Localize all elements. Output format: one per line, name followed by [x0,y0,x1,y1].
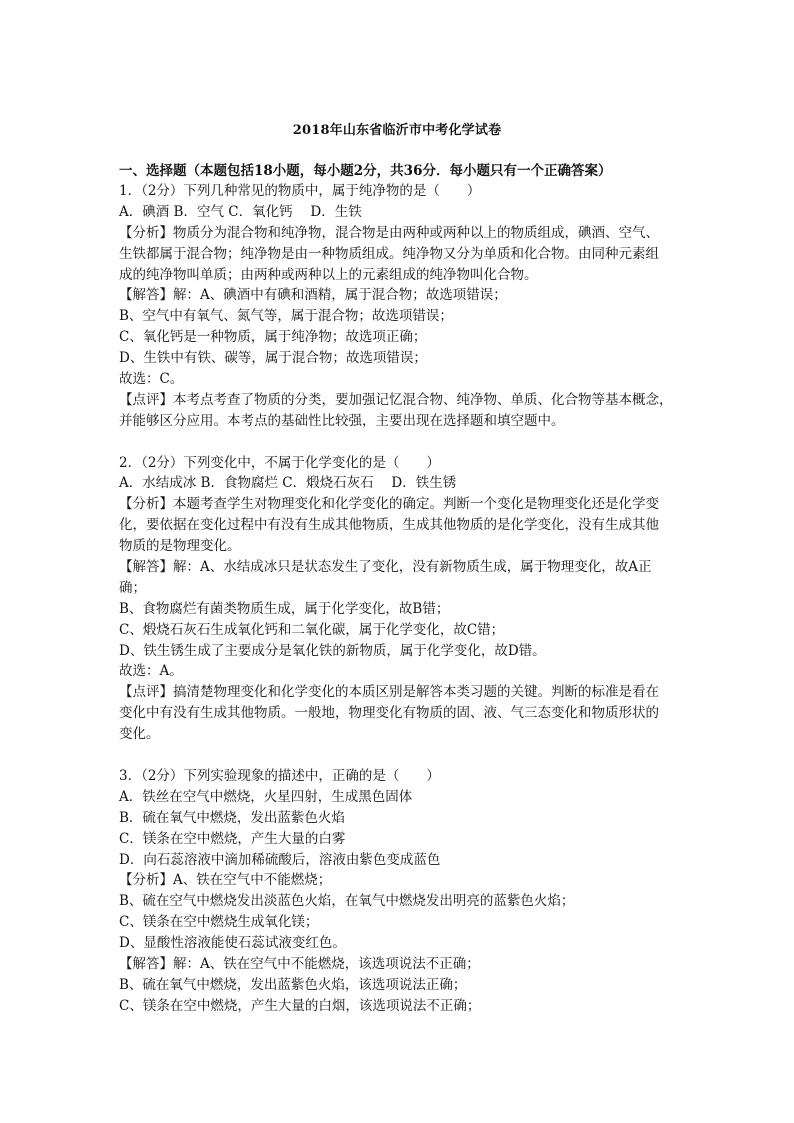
question-2 [119,453,679,745]
q3-line: 【解答】解：A、铁在空气中不能燃烧，该选项说法不正确； [119,955,480,972]
q1-line: C、氧化钙是一种物质，属于纯净物；故选项正确； [119,329,427,346]
q1-line: 1．（2分）下列几种常见的物质中，属于纯净物的是（ ） [119,183,481,199]
q3-line: C、镁条在空中燃烧，产生大量的白烟，该选项说法不正确； [119,997,481,1014]
q1-line: 故选：C。 [119,371,184,388]
q2-line: 变化。 [119,726,160,743]
q2-line: 2．（2分）下列变化中，不属于化学变化的是（ ） [119,454,440,471]
q2-line: C、煅烧石灰石生成氧化钙和二氧化碳，属于化学变化，故C错； [119,621,505,638]
question-gap [119,745,679,766]
q2-line: 变化中有没有生成其他物质。一般地，物理变化有物质的固、液、气三态变化和物质形状的 [119,705,659,722]
q3-line: D、显酸性溶液能使石蕊试液变红色。 [119,935,346,952]
q1-line: 成的纯净物叫单质；由两种或两种以上的元素组成的纯净物叫化合物。 [119,266,538,283]
q3-line: D．向石蕊溶液中滴加稀硫酸后，溶液由紫色变成蓝色 [119,851,441,868]
q2-line: B、食物腐烂有菌类物质生成，属于化学变化，故B错； [119,600,450,617]
q3-line: 3．（2分）下列实验现象的描述中，正确的是（ ） [119,767,440,784]
q2-line: D、铁生锈生成了主要成分是氧化铁的新物质，属于化学变化，故D错。 [119,642,546,659]
q2-line: A．水结成冰 B．食物腐烂 C．煅烧石灰石 D．铁生锈 [119,475,457,492]
q3-line: B．硫在氧气中燃烧，发出蓝紫色火焰 [119,809,345,826]
exam-content [119,161,679,1017]
exam-title: 2018年山东省临沂市中考化学试卷 [292,123,502,138]
q1-line: B、空气中有氧气、氮气等，属于混合物；故选项错误； [119,308,453,325]
q2-line: 【解答】解：A、水结成冰只是状态发生了变化，没有新物质生成，属于物理变化，故A正 [119,559,652,576]
q2-line: 物质的是物理变化。 [119,538,241,555]
q1-line: A．碘酒 B．空气 C．氧化钙 D．生铁 [119,203,362,220]
q1-line: 【分析】物质分为混合物和纯净物，混合物是由两种或两种以上的物质组成，碘酒、空气、 [119,224,659,241]
q2-line: 【分析】本题考查学生对物理变化和化学变化的确定。判断一个变化是物理变化还是化学变 [119,496,659,513]
q1-line: 生铁都属于混合物；纯净物是由一种物质组成。纯净物又分为单质和化合物。由同种元素组 [119,245,659,262]
q1-line: 并能够区分应用。本考点的基础性比较强，主要出现在选择题和填空题中。 [119,412,565,429]
q2-line: 化，要依据在变化过程中有没有生成其他物质，生成其他物质的是化学变化，没有生成其他 [119,517,659,534]
q3-line: C、镁条在空中燃烧生成氧化镁； [119,914,319,931]
q3-line: C．镁条在空中燃烧，产生大量的白雾 [119,830,346,847]
q1-line: D、生铁中有铁、碳等，属于混合物；故选项错误； [119,350,427,367]
q3-line: 【分析】A、铁在空气中不能燃烧； [119,872,332,889]
q2-line: 确； [119,579,146,596]
q3-line: A．铁丝在空气中燃烧，火星四射，生成黑色固体 [119,788,413,805]
q3-line: B、硫在氧气中燃烧，发出蓝紫色火焰，该选项说法正确； [119,976,467,993]
question-gap [119,432,679,453]
q2-line: 故选：A。 [119,663,183,680]
section-heading: 一、选择题（本题包括18小题，每小题2分，共36分．每小题只有一个正确答案） [119,163,612,179]
question-3 [119,766,679,1017]
question-1 [119,181,679,432]
q2-line: 【点评】搞清楚物理变化和化学变化的本质区别是解答本类习题的关键。判断的标准是看在 [119,684,659,701]
q1-line: 【点评】本考点考查了物质的分类，要加强记忆混合物、纯净物、单质、化合物等基本概念， [119,391,673,408]
q3-line: B、硫在空气中燃烧发出淡蓝色火焰，在氧气中燃烧发出明亮的蓝紫色火焰； [119,893,575,910]
q1-line: 【解答】解：A、碘酒中有碘和酒精，属于混合物；故选项错误； [119,287,507,304]
